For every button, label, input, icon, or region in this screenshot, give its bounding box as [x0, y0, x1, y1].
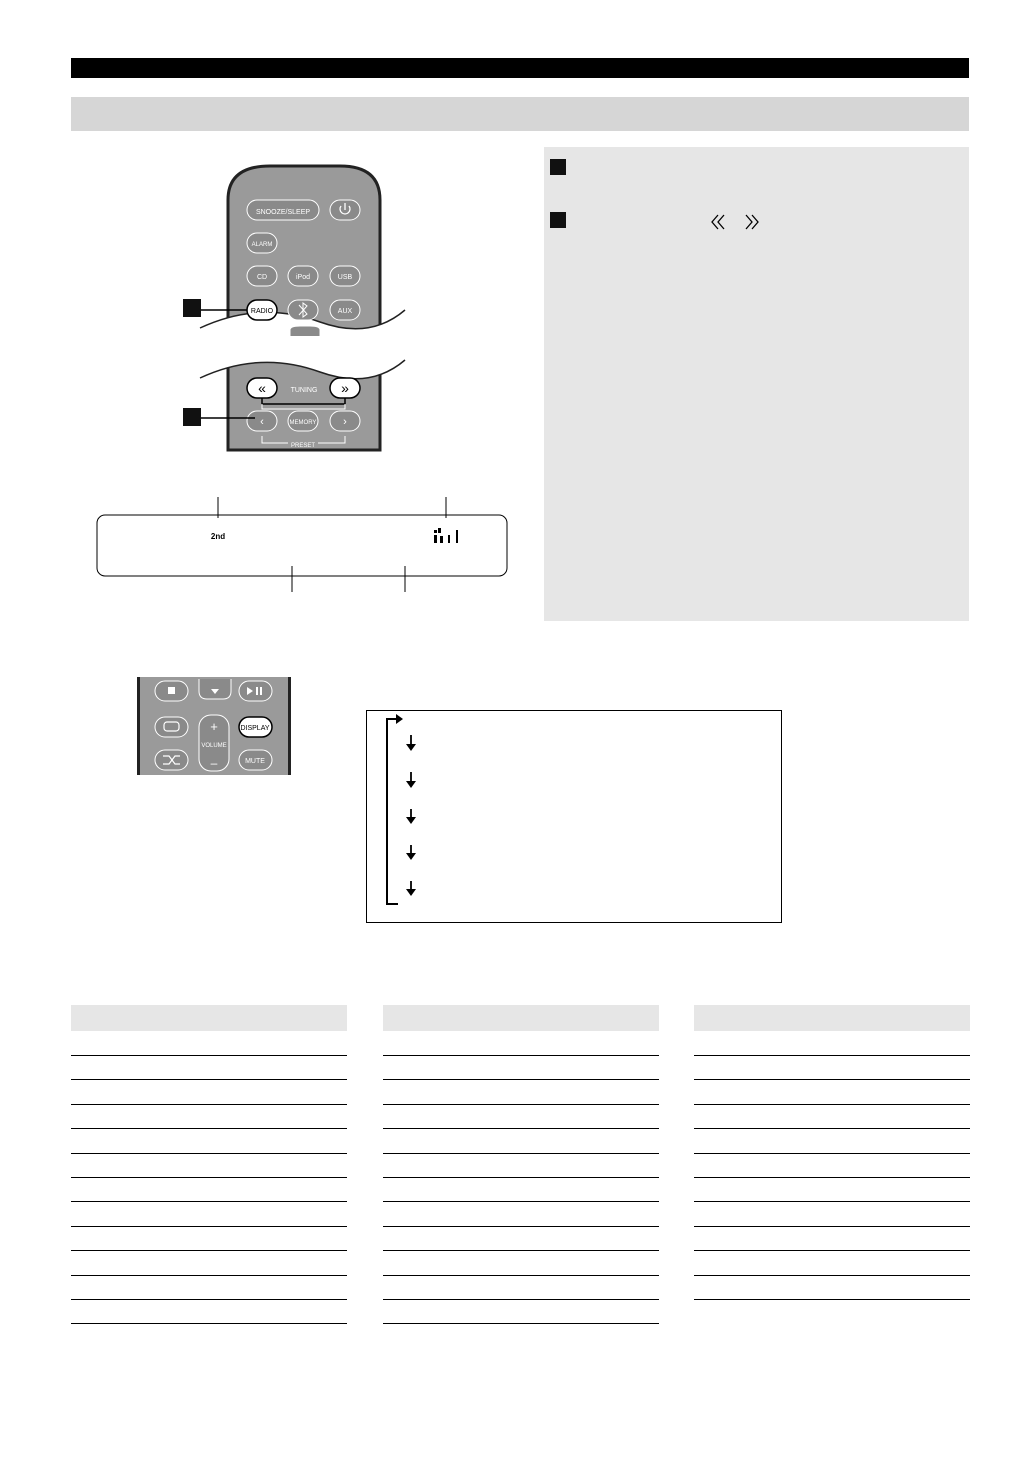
- step-marker-2-text: [550, 212, 566, 228]
- preset-label: PRESET: [290, 443, 316, 449]
- frequency-table-1: [71, 1005, 347, 1031]
- mute-label: MUTE: [245, 758, 265, 765]
- table-row: [694, 1250, 970, 1251]
- table-row: [71, 1201, 347, 1202]
- table-row: [383, 1201, 659, 1202]
- down-arrow-icon: [406, 809, 416, 824]
- aux-label: AUX: [337, 308, 353, 315]
- frequency-table-2: [383, 1005, 659, 1031]
- play-pause-button: [239, 681, 272, 701]
- table-row: [71, 1177, 347, 1178]
- cd-label: CD: [256, 274, 268, 281]
- table-row: [383, 1275, 659, 1276]
- down-arrow-icon: [406, 735, 416, 751]
- table-row: [694, 1299, 970, 1300]
- table-row: [383, 1177, 659, 1178]
- table-row: [694, 1153, 970, 1154]
- step-marker-1: [183, 299, 201, 317]
- display-label: DISPLAY: [240, 725, 270, 732]
- table-row: [71, 1299, 347, 1300]
- tuning-down-icon: [712, 215, 724, 229]
- forward-icon: »: [341, 380, 349, 396]
- table-row: [694, 1275, 970, 1276]
- table-row: [383, 1323, 659, 1324]
- section-heading-bar: [71, 97, 969, 131]
- loop-arrow-icon: [396, 714, 403, 724]
- table-row: [383, 1226, 659, 1227]
- step-marker-1-text: [550, 159, 566, 175]
- memory-label: MEMORY: [289, 420, 317, 426]
- table-row: [71, 1104, 347, 1105]
- sequence-arrows: [367, 711, 781, 922]
- table-header: [71, 1005, 347, 1031]
- table-row: [71, 1275, 347, 1276]
- table-row: [694, 1128, 970, 1129]
- table-header: [694, 1005, 970, 1031]
- display-sequence-box: [366, 710, 782, 923]
- remote-lower-illustration: [137, 677, 291, 777]
- frequency-table-3: [694, 1005, 970, 1031]
- tuning-up-icon: [746, 215, 758, 229]
- table-row: [71, 1128, 347, 1129]
- table-header: [383, 1005, 659, 1031]
- table-row: [694, 1079, 970, 1080]
- usb-label: USB: [337, 274, 353, 281]
- table-row: [71, 1250, 347, 1251]
- volume-minus-label: –: [210, 756, 218, 770]
- remote-svg: [180, 160, 420, 460]
- alarm-label: ALARM: [251, 242, 273, 248]
- table-row: [694, 1104, 970, 1105]
- remote-illustration: [180, 160, 420, 460]
- table-row: [383, 1104, 659, 1105]
- snooze-sleep-label: SNOOZE/SLEEP: [255, 209, 311, 216]
- table-row: [71, 1055, 347, 1056]
- down-arrow-icon: [406, 881, 416, 896]
- down-arrow-icon: [406, 845, 416, 860]
- table-row: [383, 1299, 659, 1300]
- repeat-button: [155, 717, 188, 737]
- header-bar: [71, 58, 969, 78]
- radio-label: RADIO: [250, 308, 274, 315]
- down-arrow-icon: [406, 772, 416, 788]
- table-row: [383, 1079, 659, 1080]
- table-row: [694, 1177, 970, 1178]
- tuning-icons: [709, 207, 769, 237]
- chevron-left-icon: ‹: [260, 416, 264, 428]
- rewind-icon: «: [258, 380, 266, 396]
- table-row: [694, 1201, 970, 1202]
- table-row: [383, 1128, 659, 1129]
- table-row: [71, 1323, 347, 1324]
- tuning-label: TUNING: [290, 387, 318, 394]
- step-marker-2: [183, 408, 201, 426]
- table-row: [71, 1079, 347, 1080]
- remote-lower-svg: [137, 677, 291, 777]
- table-row: [383, 1153, 659, 1154]
- table-row: [71, 1153, 347, 1154]
- lcd-display-illustration: [90, 494, 515, 594]
- table-row: [383, 1055, 659, 1056]
- chevron-right-icon: ›: [343, 416, 347, 428]
- table-row: [71, 1226, 347, 1227]
- table-row: [694, 1226, 970, 1227]
- volume-plus-label: +: [210, 719, 218, 734]
- stop-icon: [168, 687, 175, 694]
- table-row: [694, 1055, 970, 1056]
- indicator-2nd: 2nd: [210, 532, 226, 541]
- table-row: [383, 1250, 659, 1251]
- ipod-label: iPod: [295, 274, 311, 281]
- lcd-svg: [90, 494, 515, 594]
- volume-label: VOLUME: [201, 743, 227, 749]
